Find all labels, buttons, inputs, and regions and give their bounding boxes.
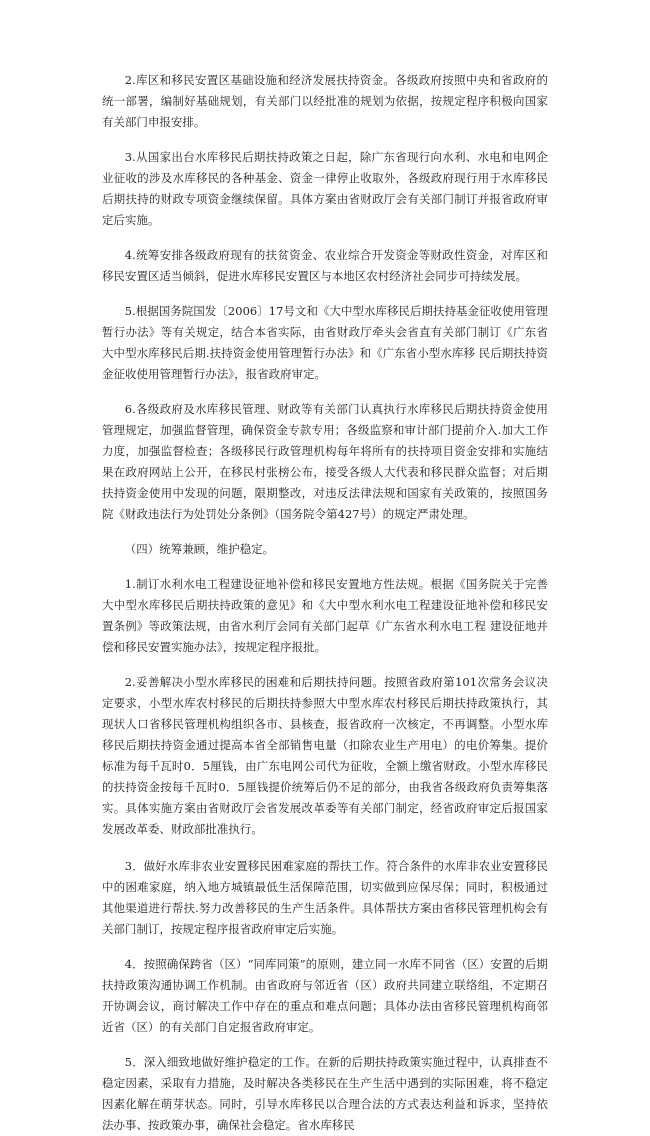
paragraph-management-measures: 5.根据国务院国发〔2006〕17号文和《大中型水库移民后期扶持基金征收使用管理暂行办法》等有关规定，结合本省实际，由省财政厅牵头会省直有关部门制订《广东省大中型水库移民后期.扶持资金使用管理暂行办法》和《广东省小型水库移 民后期扶持资金征收使用管理暂行办法》，报省政府审定。 bbox=[102, 304, 548, 381]
paragraph-local-regulations: 1.制订水利水电工程建设征地补偿和移民安置地方性法规。根据《国务院关于完善大中型水库移民后期扶持政策的意见》和《大中型水利水电工程建设征地补偿和移民安置条例》等政策法规，由省水利厅会同有关部门起草《广东省水利水电工程 建设征地并偿和移民安置实施办法》，按规定程序报批。 bbox=[102, 577, 548, 654]
paragraph-small-reservoirs: 2.妥善解决小型水库移民的困难和后期扶持问题。按照省政府第101次常务会议决定要求，小型水库农村移民的后期扶持参照大中型水库农村移民后期扶持政策执行，其现状人口省移民管理机构组织各市、县核查，报省政府一次核定，不再调整。小型水库移民后期扶持资金通过提高本省全部销售电量（扣除农业生产用电）的电价筹集。提价标准为每千瓦时0．5厘钱，由广东电网公司代为征收，全额上缴省财政。小型水库移民的扶持资金按每千瓦时0．5厘钱提价统筹后仍不足的部分，由我省各级政府负责筹集落实。具体实施方案由省财政厅会省发展改革委等有关部门制定，经省政府审定后报国家发展改革委、财政部批准执行。 bbox=[102, 675, 548, 836]
paragraph-poverty-funds: 4.统筹安排各级政府现有的扶贫资金、农业综合开发资金等财政性资金，对库区和移民安置区适当倾斜，促进水库移民安置区与本地区农村经济社会同步可持续发展。 bbox=[102, 248, 548, 283]
section-heading-stability: （四）统筹兼顾，维护稳定。 bbox=[124, 542, 275, 556]
paragraph-cross-province: 4．按照确保跨省（区）“同库同策”的原则，建立同一水库不同省（区）安置的后期扶持政策沟通协调工作机制。由省政府与邻近省（区）政府共同建立联络组，不定期召开协调会议，商讨解决工作中存在的重点和难点问题；具体办法由省移民管理机构商邻近省（区）的有关部门自定报省政府审定。 bbox=[102, 957, 548, 1034]
paragraph-maintain-stability: 5．深入细致地做好维护稳定的工作。在新的后期扶持政策实施过程中，认真排查不稳定因素，采取有力措施，及时解决各类移民在生产生活中遇到的实际困难，将不稳定因素化解在萌芽状态。同时，引导水库移民以合理合法的方式表达利益和诉求，坚持依法办事、按政策办事，确保社会稳定。省水库移民 bbox=[102, 1055, 548, 1132]
paragraph-hardship-families: 3．做好水库非农业安置移民困难家庭的帮扶工作。符合条件的水库非农业安置移民中的困难家庭，纳入地方城镇最低生活保障范围，切实做到应保尽保；同时，积极通过其他渠道进行帮扶.努力改善移民的生产生活条件。具体帮扶方案由省移民管理机构会有关部门制订，按规定程序报省政府审定后实施。 bbox=[102, 859, 548, 936]
paragraph-special-funds: 3.从国家出台水库移民后期扶持政策之日起，除广东省现行向水利、水电和电网企业征收的涉及水库移民的各种基金、资金一律停止收取外，各级政府现行用于水库移民后期扶持的财政专项资金继续保留。具体方案由省财政厅会有关部门制订并报省政府审定后实施。 bbox=[102, 150, 548, 227]
paragraph-supervision: 6.各级政府及水库移民管理、财政等有关部门认真执行水库移民后期扶持资金使用管理规定，加强监督管理，确保资金专款专用；各级监察和审计部门提前介入.加大工作力度，加强监督检查；各级移民行政管理机构每年将所有的扶持项目资金安排和实施结果在政府网站上公开，在移民村张榜公布，接受各级人大代表和移民群众监督；对后期扶持资金使用中发现的问题，限期整改，对违反法律法规和国家有关政策的，按照国务院《财政违法行为处罚处分条例》（国务院令第427号）的规定严肃处理。 bbox=[102, 402, 548, 521]
paragraph-infrastructure-funds: 2.库区和移民安置区基础设施和经济发展扶持资金。各级政府按照中央和省政府的统一部署，编制好基础规划，有关部门以经批准的规划为依据，按规定程序积极向国家有关部门申报安排。 bbox=[102, 73, 548, 129]
